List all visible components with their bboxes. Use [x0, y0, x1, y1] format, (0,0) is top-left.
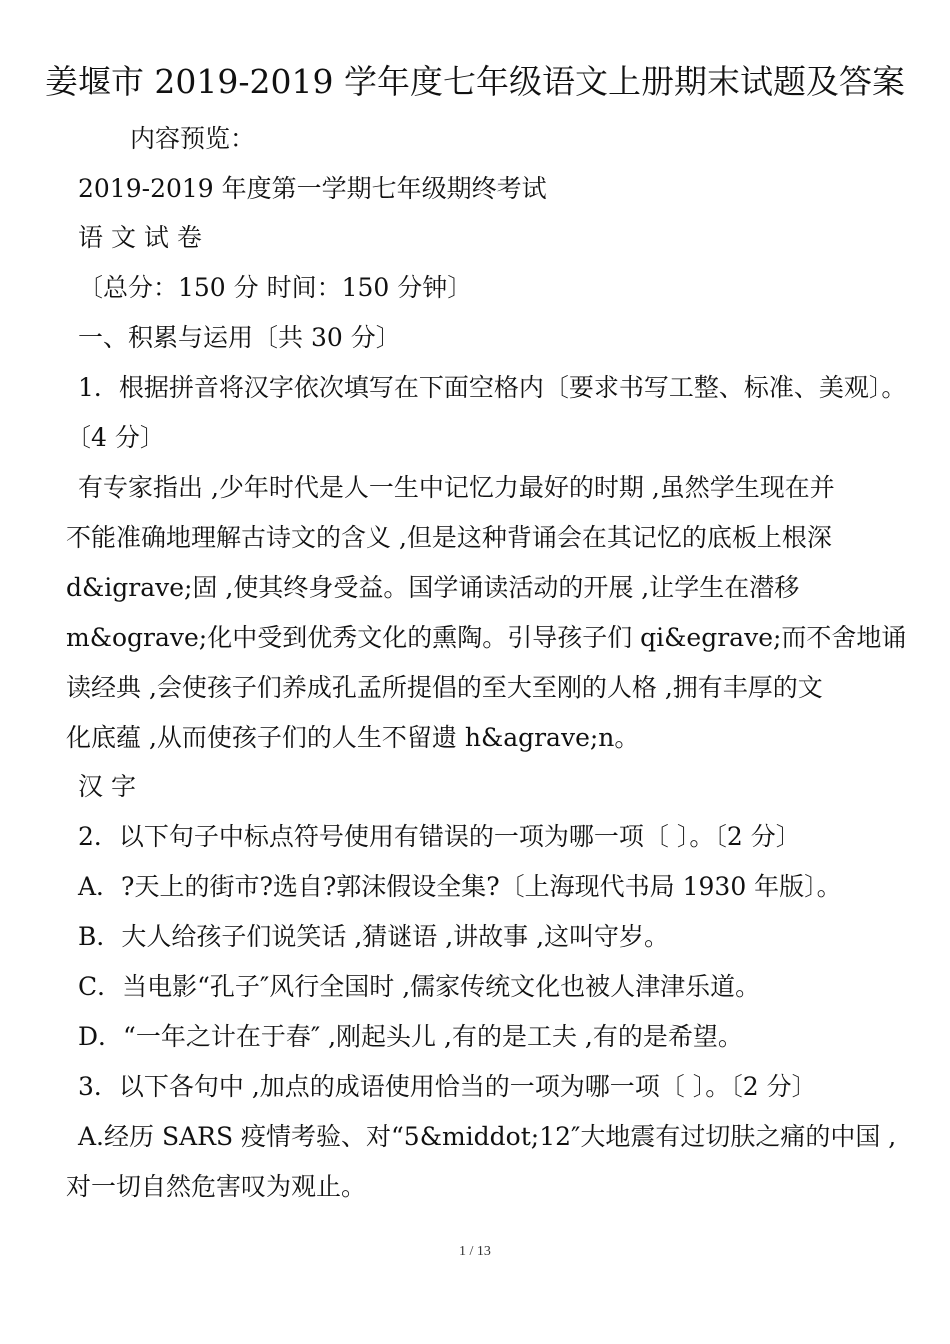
passage-line: 读经典 ,会使孩子们养成孔孟所提倡的至大至刚的人格 ,拥有丰厚的文: [66, 673, 823, 702]
passage-line: 有专家指出 ,少年时代是人一生中记忆力最好的时期 ,虽然学生现在并: [78, 473, 835, 502]
paper-name: 语 文 试 卷: [78, 223, 202, 252]
passage-line: m&ograve;化中受到优秀文化的熏陶。引导孩子们 qi&egrave;而不舍地诵: [66, 623, 907, 652]
page-indicator: 1 / 13: [459, 1244, 491, 1259]
document-title: 姜堰市 2019-2019 学年度七年级语文上册期末试题及答案: [44, 62, 906, 101]
score-time: 〔总分：150 分 时间：150 分钟〕: [78, 273, 473, 302]
option-a: A.经历 SARS 疫情考验、对“5&middot;12″大地震有过切肤之痛的中国 ,: [78, 1122, 897, 1151]
passage-line: d&igrave;固 ,使其终身受益。国学诵读活动的开展 ,让学生在潜移: [66, 573, 800, 602]
question-1-points: 〔4 分〕: [66, 423, 165, 452]
question-1: 1．根据拼音将汉字依次填写在下面空格内〔要求书写工整、标准、美观〕。: [78, 373, 907, 402]
passage-line: 化底蕴 ,从而使孩子们的人生不留遗 h&agrave;n。: [66, 723, 640, 752]
option-d: D．“一年之计在于春″ ,刚起头儿 ,有的是工夫 ,有的是希望。: [78, 1022, 743, 1051]
option-b: B．大人给孩子们说笑话 ,猜谜语 ,讲故事 ,这叫守岁。: [78, 922, 670, 951]
preview-label: 内容预览：: [130, 124, 256, 153]
answer-label: 汉 字: [78, 772, 136, 801]
option-c: C．当电影“孔子″风行全国时 ,儒家传统文化也被人津津乐道。: [78, 972, 761, 1001]
exam-heading: 2019-2019 年度第一学期七年级期终考试: [78, 174, 547, 203]
section-heading: 一、积累与运用〔共 30 分〕: [78, 323, 401, 352]
passage-line: 不能准确地理解古诗文的含义 ,但是这种背诵会在其记忆的底板上根深: [66, 523, 832, 552]
option-a: A．?天上的街市?选自?郭沫假设全集?〔上海现代书局 1930 年版〕。: [78, 872, 842, 901]
question-2: 2．以下句子中标点符号使用有错误的一项为哪一项〔 〕。〔2 分〕: [78, 822, 801, 851]
option-a-continued: 对一切自然危害叹为观止。: [66, 1172, 367, 1201]
question-3: 3．以下各句中 ,加点的成语使用恰当的一项为哪一项〔 〕。〔2 分〕: [78, 1072, 817, 1101]
